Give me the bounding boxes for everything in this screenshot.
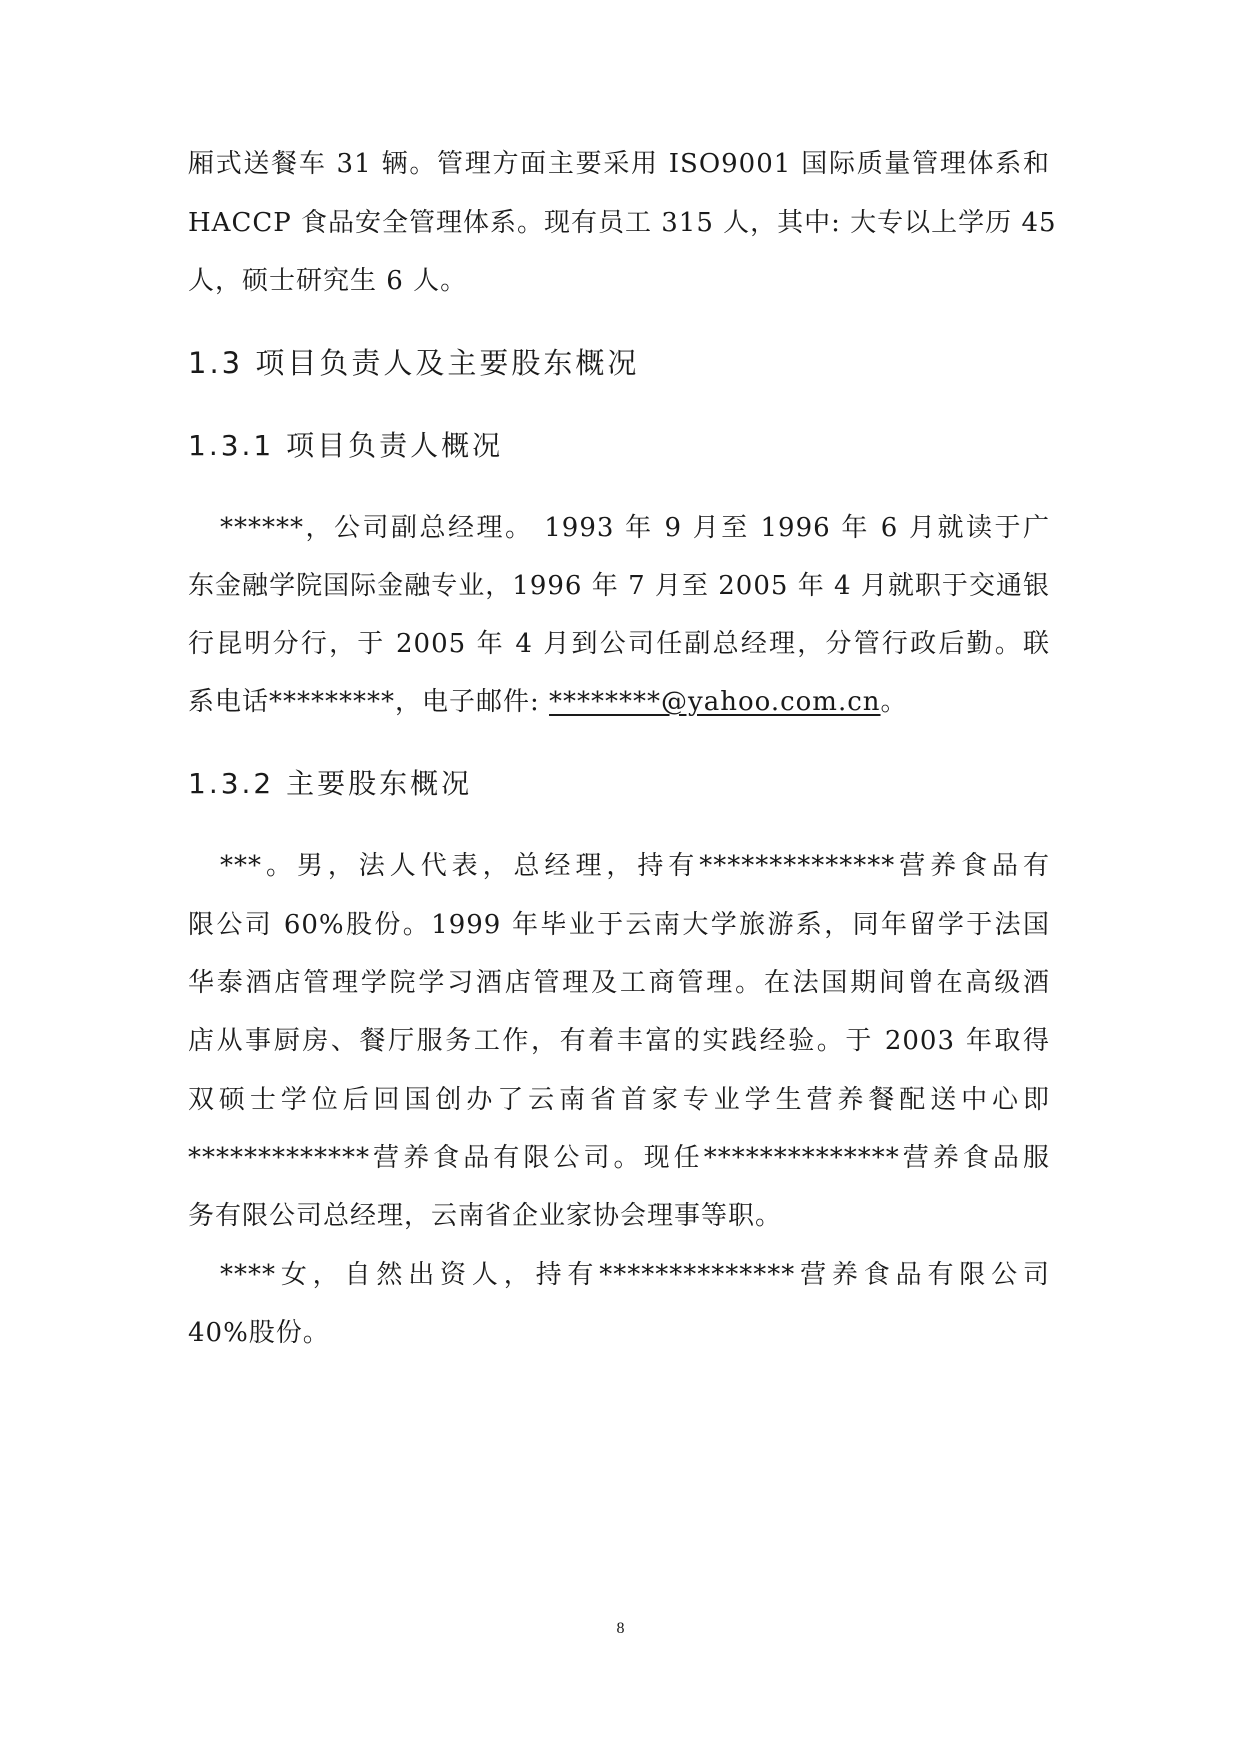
paragraph-line: 务有限公司总经理，云南省企业家协会理事等职。 bbox=[188, 1201, 783, 1231]
subsection-heading: 1.3.1 项目负责人概况 bbox=[188, 429, 504, 462]
paragraph-line: 双硕士学位后回国创办了云南省首家专业学生营养餐配送中心即 bbox=[188, 1085, 1050, 1115]
email-link[interactable]: ********@yahoo.com.cn bbox=[549, 687, 881, 717]
paragraph-line: 限公司 60%股份。1999 年毕业于云南大学旅游系，同年留学于法国 bbox=[188, 910, 1050, 940]
paragraph-line: *************营养食品有限公司。现任**************营养食品服 bbox=[188, 1143, 1050, 1173]
paragraph-line: 人，硕士研究生 6 人。 bbox=[188, 266, 468, 296]
paragraph-line: 店从事厨房、餐厅服务工作，有着丰富的实践经验。于 2003 年取得 bbox=[188, 1026, 1050, 1056]
paragraph-line: 行昆明分行，于 2005 年 4 月到公司任副总经理，分管行政后勤。联 bbox=[188, 629, 1050, 659]
paragraph-line: ****女，自然出资人，持有**************营养食品有限公司 bbox=[220, 1260, 1050, 1290]
subsection-heading: 1.3.2 主要股东概况 bbox=[188, 767, 473, 800]
paragraph-line: 东金融学院国际金融专业，1996 年 7 月至 2005 年 4 月就职于交通银 bbox=[188, 571, 1050, 601]
contact-line bbox=[188, 686, 1050, 718]
contact-suffix: 。 bbox=[880, 687, 908, 717]
paragraph-line: 华泰酒店管理学院学习酒店管理及工商管理。在法国期间曾在高级酒 bbox=[188, 968, 1050, 998]
paragraph-line: 40%股份。 bbox=[188, 1318, 330, 1348]
paragraph-line: ******，公司副总经理。 1993 年 9 月至 1996 年 6 月就读于广 bbox=[220, 513, 1050, 543]
paragraph-line: HACCP 食品安全管理体系。现有员工 315 人，其中: 大专以上学历 45 bbox=[188, 208, 1057, 238]
page-number: 8 bbox=[616, 1620, 625, 1637]
paragraph-line: 厢式送餐车 31 辆。管理方面主要采用 ISO9001 国际质量管理体系和 bbox=[188, 149, 1050, 179]
paragraph-line: ***。男，法人代表，总经理，持有**************营养食品有 bbox=[220, 851, 1050, 881]
section-heading: 1.3 项目负责人及主要股东概况 bbox=[188, 346, 640, 380]
contact-prefix: 系电话*********，电子邮件: bbox=[188, 687, 550, 717]
